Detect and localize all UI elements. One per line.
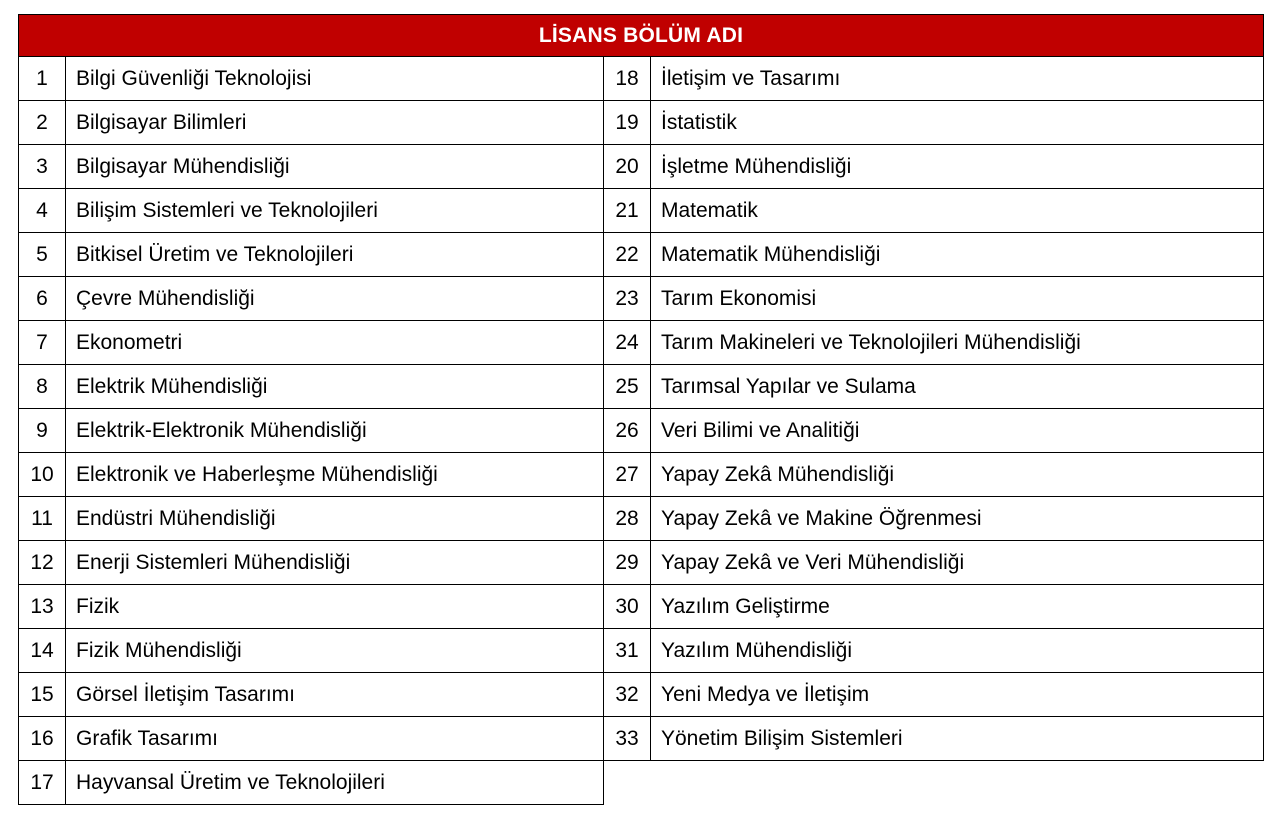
program-name: Matematik Mühendisliği (661, 242, 881, 266)
table-row (18, 145, 604, 189)
program-name: Elektronik ve Haberleşme Mühendisliği (76, 462, 438, 486)
program-name: Bitkisel Üretim ve Teknolojileri (76, 242, 354, 266)
row-number: 15 (19, 673, 66, 716)
row-number: 7 (19, 321, 66, 364)
program-name: Fizik (76, 594, 120, 618)
program-name: Elektrik-Elektronik Mühendisliği (76, 418, 367, 442)
program-name: Bilgisayar Bilimleri (76, 110, 247, 134)
program-name: Tarımsal Yapılar ve Sulama (661, 374, 916, 398)
right-column (604, 57, 1264, 805)
row-number: 29 (604, 541, 651, 584)
program-name: Yazılım Mühendisliği (661, 638, 853, 662)
row-number: 4 (19, 189, 66, 232)
program-name: Elektrik Mühendisliği (76, 374, 268, 398)
row-number: 32 (604, 673, 651, 716)
table-row (604, 57, 1264, 101)
row-number: 25 (604, 365, 651, 408)
row-number: 19 (604, 101, 651, 144)
program-name: Endüstri Mühendisliği (76, 506, 276, 530)
program-name: Hayvansal Üretim ve Teknolojileri (76, 770, 385, 794)
row-number: 18 (604, 57, 651, 100)
program-name: Yeni Medya ve İletişim (661, 682, 870, 706)
row-number: 22 (604, 233, 651, 276)
program-name: Bilgi Güvenliği Teknolojisi (76, 66, 312, 90)
row-number: 30 (604, 585, 651, 628)
program-name: Tarım Makineleri ve Teknolojileri Mühendisliği (661, 330, 1081, 354)
table-row (18, 57, 604, 101)
table-row (18, 409, 604, 453)
table-row (604, 629, 1264, 673)
degree-programs-table (18, 14, 1264, 805)
table-row (18, 277, 604, 321)
row-number: 11 (19, 497, 66, 540)
table-row (18, 453, 604, 497)
table-row (18, 585, 604, 629)
row-number: 31 (604, 629, 651, 672)
table-row (604, 409, 1264, 453)
program-name: Görsel İletişim Tasarımı (76, 682, 295, 706)
row-number: 6 (19, 277, 66, 320)
row-number: 13 (19, 585, 66, 628)
program-name: Çevre Mühendisliği (76, 286, 255, 310)
table-row (604, 717, 1264, 761)
table-row (604, 453, 1264, 497)
program-name: İstatistik (661, 110, 737, 134)
table-row (604, 541, 1264, 585)
row-number: 21 (604, 189, 651, 232)
program-name: Ekonometri (76, 330, 183, 354)
row-number: 8 (19, 365, 66, 408)
row-number: 9 (19, 409, 66, 452)
table-row (18, 365, 604, 409)
row-number: 10 (19, 453, 66, 496)
table-row (604, 673, 1264, 717)
row-number: 12 (19, 541, 66, 584)
table-row (604, 189, 1264, 233)
table-row (18, 629, 604, 673)
program-name: Enerji Sistemleri Mühendisliği (76, 550, 351, 574)
table-row (604, 497, 1264, 541)
program-name: İletişim ve Tasarımı (661, 66, 841, 90)
row-number: 23 (604, 277, 651, 320)
table-row (604, 101, 1264, 145)
program-name: Grafik Tasarımı (76, 726, 218, 750)
row-number: 27 (604, 453, 651, 496)
row-number: 17 (19, 761, 66, 804)
left-column (18, 57, 604, 805)
table-row (18, 189, 604, 233)
row-number: 26 (604, 409, 651, 452)
row-number: 16 (19, 717, 66, 760)
row-number: 33 (604, 717, 651, 760)
table-row (18, 497, 604, 541)
table-row (18, 541, 604, 585)
table-title: LİSANS BÖLÜM ADI (538, 23, 744, 47)
program-name: Tarım Ekonomisi (661, 286, 817, 310)
program-name: Matematik (661, 198, 758, 222)
table-row (604, 365, 1264, 409)
row-number: 1 (19, 57, 66, 100)
program-name: Yapay Zekâ ve Veri Mühendisliği (661, 550, 965, 574)
row-number: 28 (604, 497, 651, 540)
table-row (18, 321, 604, 365)
table-row (604, 585, 1264, 629)
program-name: Yapay Zekâ Mühendisliği (661, 462, 895, 486)
table-row (604, 145, 1264, 189)
table-header (18, 14, 1264, 57)
row-number: 2 (19, 101, 66, 144)
table-row (604, 277, 1264, 321)
table-row (18, 673, 604, 717)
table-row (18, 717, 604, 761)
program-name: Yapay Zekâ ve Makine Öğrenmesi (661, 506, 982, 530)
program-name: Bilişim Sistemleri ve Teknolojileri (76, 198, 378, 222)
table-row (604, 233, 1264, 277)
table-row (604, 321, 1264, 365)
program-name: Yönetim Bilişim Sistemleri (661, 726, 903, 750)
program-name: Fizik Mühendisliği (76, 638, 242, 662)
row-number: 20 (604, 145, 651, 188)
program-name: Veri Bilimi ve Analitiği (661, 418, 860, 442)
program-name: İşletme Mühendisliği (661, 154, 852, 178)
table-row (18, 761, 604, 805)
row-number: 5 (19, 233, 66, 276)
row-number: 14 (19, 629, 66, 672)
table-row (18, 101, 604, 145)
row-number: 24 (604, 321, 651, 364)
row-number: 3 (19, 145, 66, 188)
program-name: Yazılım Geliştirme (661, 594, 830, 618)
table-row (18, 233, 604, 277)
program-name: Bilgisayar Mühendisliği (76, 154, 290, 178)
table-body (18, 57, 1264, 805)
